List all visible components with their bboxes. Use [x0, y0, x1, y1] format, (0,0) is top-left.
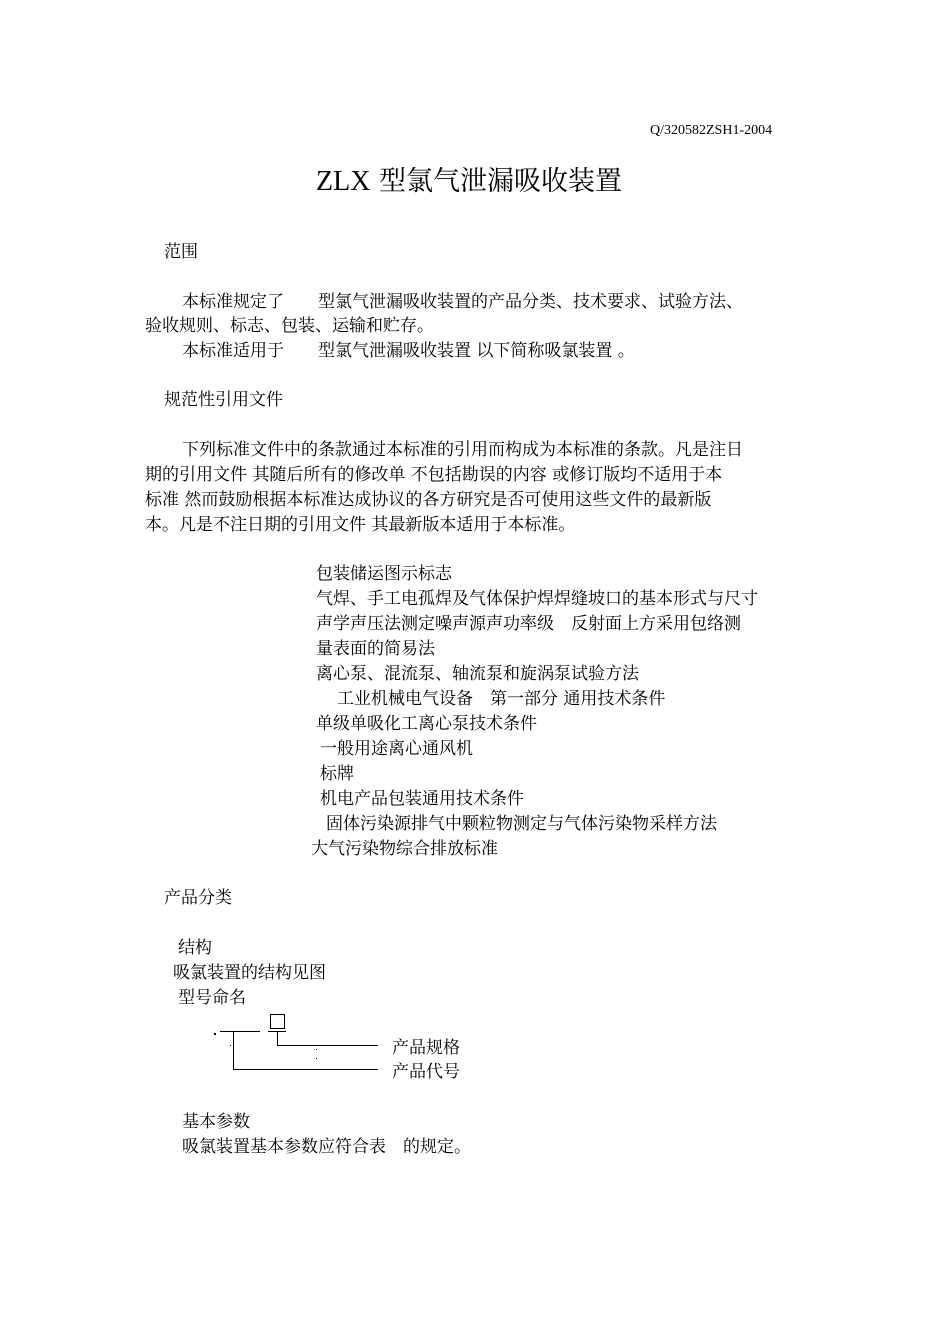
- ref-item: 工业机械电气设备 第一部分 通用技术条件: [337, 689, 666, 709]
- refs-paragraph-line: 下列标准文件中的条款通过本标准的引用而构成为本标准的条款。凡是注日: [182, 440, 743, 460]
- ref-item: 声学声压法测定噪声源声功率级 反射面上方采用包络测: [316, 614, 741, 634]
- diagram-dot: [316, 1049, 317, 1050]
- ref-item: 标牌: [320, 764, 354, 784]
- ref-item: 大气污染物综合排放标准: [311, 839, 498, 859]
- diagram-label-code: 产品代号: [392, 1062, 460, 1082]
- ref-item: 离心泵、混流泵、轴流泵和旋涡泵试验方法: [316, 664, 639, 684]
- ref-item: 固体污染源排气中颗粒物测定与气体污染物采样方法: [326, 814, 717, 834]
- refs-paragraph-line: 本。凡是不注日期的引用文件 其最新版本适用于本标准。: [145, 515, 576, 535]
- refs-heading: 规范性引用文件: [164, 390, 283, 410]
- title-rest: 型氯气泄漏吸收装置: [379, 166, 623, 197]
- ref-item: 一般用途离心通风机: [320, 739, 473, 759]
- diagram-spec-leader: [277, 1045, 378, 1046]
- diagram-dot: [214, 1033, 216, 1035]
- page-title: [316, 165, 622, 199]
- diagram-code-bar: [220, 1031, 260, 1032]
- ref-item: 单级单吸化工离心泵技术条件: [316, 714, 537, 734]
- diagram-dot: [316, 1058, 317, 1059]
- ref-item: 气焊、手工电孤焊及气体保护焊焊缝坡口的基本形式与尺寸: [316, 589, 758, 609]
- scope-line: 本标准规定了 型氯气泄漏吸收装置的产品分类、技术要求、试验方法、: [182, 292, 743, 312]
- params-heading: 基本参数: [182, 1112, 250, 1132]
- diagram-dot: [230, 1045, 231, 1046]
- ref-item: 包装储运图示标志: [316, 564, 452, 584]
- scope-heading: 范围: [164, 242, 198, 262]
- diagram-spec-drop: [277, 1031, 278, 1045]
- diagram-spec-box: [270, 1014, 285, 1029]
- standard-number: Q/320582ZSH1-2004: [650, 123, 773, 138]
- diagram-label-spec: 产品规格: [392, 1038, 460, 1058]
- scope-line: 本标准适用于 型氯气泄漏吸收装置 以下简称吸氯装置 。: [182, 341, 635, 361]
- diagram-code-drop: [233, 1031, 234, 1069]
- model-heading: 型号命名: [178, 988, 246, 1008]
- ref-item: 量表面的简易法: [316, 639, 435, 659]
- structure-heading: 结构: [178, 938, 212, 958]
- refs-paragraph-line: 期的引用文件 其随后所有的修改单 不包括勘误的内容 或修订版均不适用于本: [145, 465, 723, 485]
- diagram-code-leader: [233, 1069, 378, 1070]
- params-text: 吸氯装置基本参数应符合表 的规定。: [182, 1137, 471, 1157]
- structure-text: 吸氯装置的结构见图: [173, 963, 326, 983]
- refs-paragraph-line: 标准 然而鼓励根据本标准达成协议的各方研究是否可使用这些文件的最新版: [145, 490, 712, 510]
- title-latin: ZLX: [316, 166, 371, 197]
- ref-item: 机电产品包装通用技术条件: [320, 789, 524, 809]
- class-heading: 产品分类: [164, 888, 232, 908]
- scope-line: 验收规则、标志、包装、运输和贮存。: [145, 316, 434, 336]
